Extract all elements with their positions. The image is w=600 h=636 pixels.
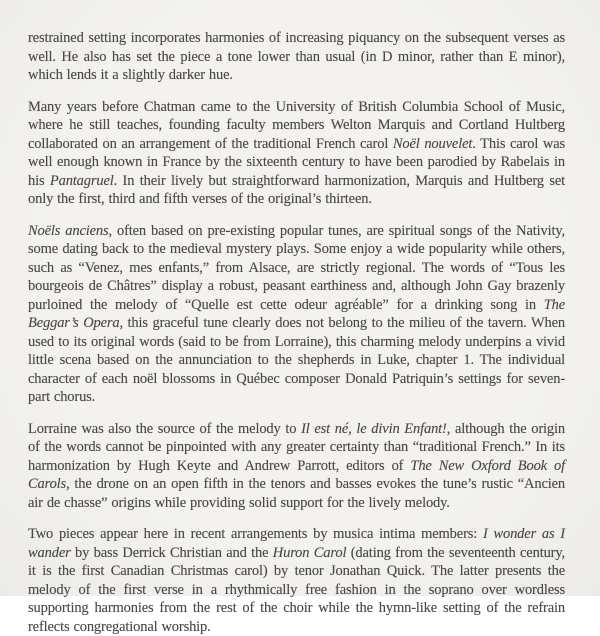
text-run: . In their lively but straightforward harmonization, Marquis and Hultberg set only the first, third and fifth verses of the original’s thirteen. [28, 172, 565, 207]
paragraph [28, 98, 565, 209]
italic-title-run: Noëls anciens [28, 222, 109, 239]
text-run: Many years before Chatman came to the University of British Columbia School of Music, where he still teaches, founding faculty members Welton Marquis and Cortland Hultberg collaborated on an arrangement of the traditional French carol [28, 98, 565, 152]
text-run: by bass Derrick Christian and the [70, 544, 273, 561]
italic-title-run: The New Oxford Book of Carols [28, 457, 565, 492]
paragraph [28, 222, 565, 407]
text-run: (dating from the seventeenth century, it is the first Canadian Christmas carol) by tenor Jonathan Quick. The latter presents the melody of the first verse in a rhythmically free fashion in the soprano over wordless supporting harmonies from the rest of the choir while the hymn-like setting of the refrain reflects congregational worship. [28, 544, 565, 635]
italic-title-run: Noël nouvelet [392, 135, 473, 152]
paragraph [28, 525, 565, 636]
paragraph [28, 420, 565, 513]
text-run: Two pieces appear here in recent arrangements by musica intima members: [28, 526, 483, 542]
text-run: , although the origin of the words cannot be pinpointed with any greater certainty than “traditional French.” In its harmonization by Hugh Keyte and Andrew Parrott, editors of [28, 420, 565, 474]
italic-title-run: Pantagruel [49, 172, 114, 189]
italic-title-run: Il est né, le divin Enfant! [301, 420, 447, 437]
text-run: , often based on pre-existing popular tunes, are spiritual songs of the Nativity, some dating back to the medieval mystery plays. Some enjoy a wide popularity while others, such as “Venez, mes enfants,” from Alsace, are strictly regional. The words of “Tous les bourgeois de Châtres” display a robust, peasant earthiness and, although John Gay brazenly purloined the melody of “Quelle est cette odeur agréable” for a drinking song in [28, 222, 565, 313]
italic-title-run: Huron Carol [272, 544, 347, 561]
text-run: restrained setting incorporates harmonies of increasing piquancy on the subsequent verses as well. He also has set the piece a tone lower than usual (in D minor, rather than E minor), which lends it a slightly darker hue. [28, 30, 565, 83]
text-run: . This carol was well enough known in France by the sixteenth century to have been parodied by Rabelais in his [28, 135, 565, 189]
text-run: Lorraine was also the source of the melody to [28, 420, 302, 437]
text-block [28, 29, 565, 636]
paragraph [28, 29, 565, 85]
italic-title-run: I wonder as I wander [28, 526, 565, 561]
italic-title-run: The Beggar’s Opera [28, 296, 565, 331]
text-run: , the drone on an open fifth in the tenors and basses evokes the tune’s rustic “Ancien air de chasse” origins while providing solid support for the lively melody. [28, 476, 565, 511]
text-run: , this graceful tune clearly does not belong to the milieu of the tavern. When used to its original words (said to be from Lorraine), this charming melody underpins a vivid little scena based on the annunciation to the shepherds in Luke, chapter 1. The individual character of each noël blossoms in Québec composer Donald Patriquin’s settings for seven-part chorus. [28, 315, 565, 405]
